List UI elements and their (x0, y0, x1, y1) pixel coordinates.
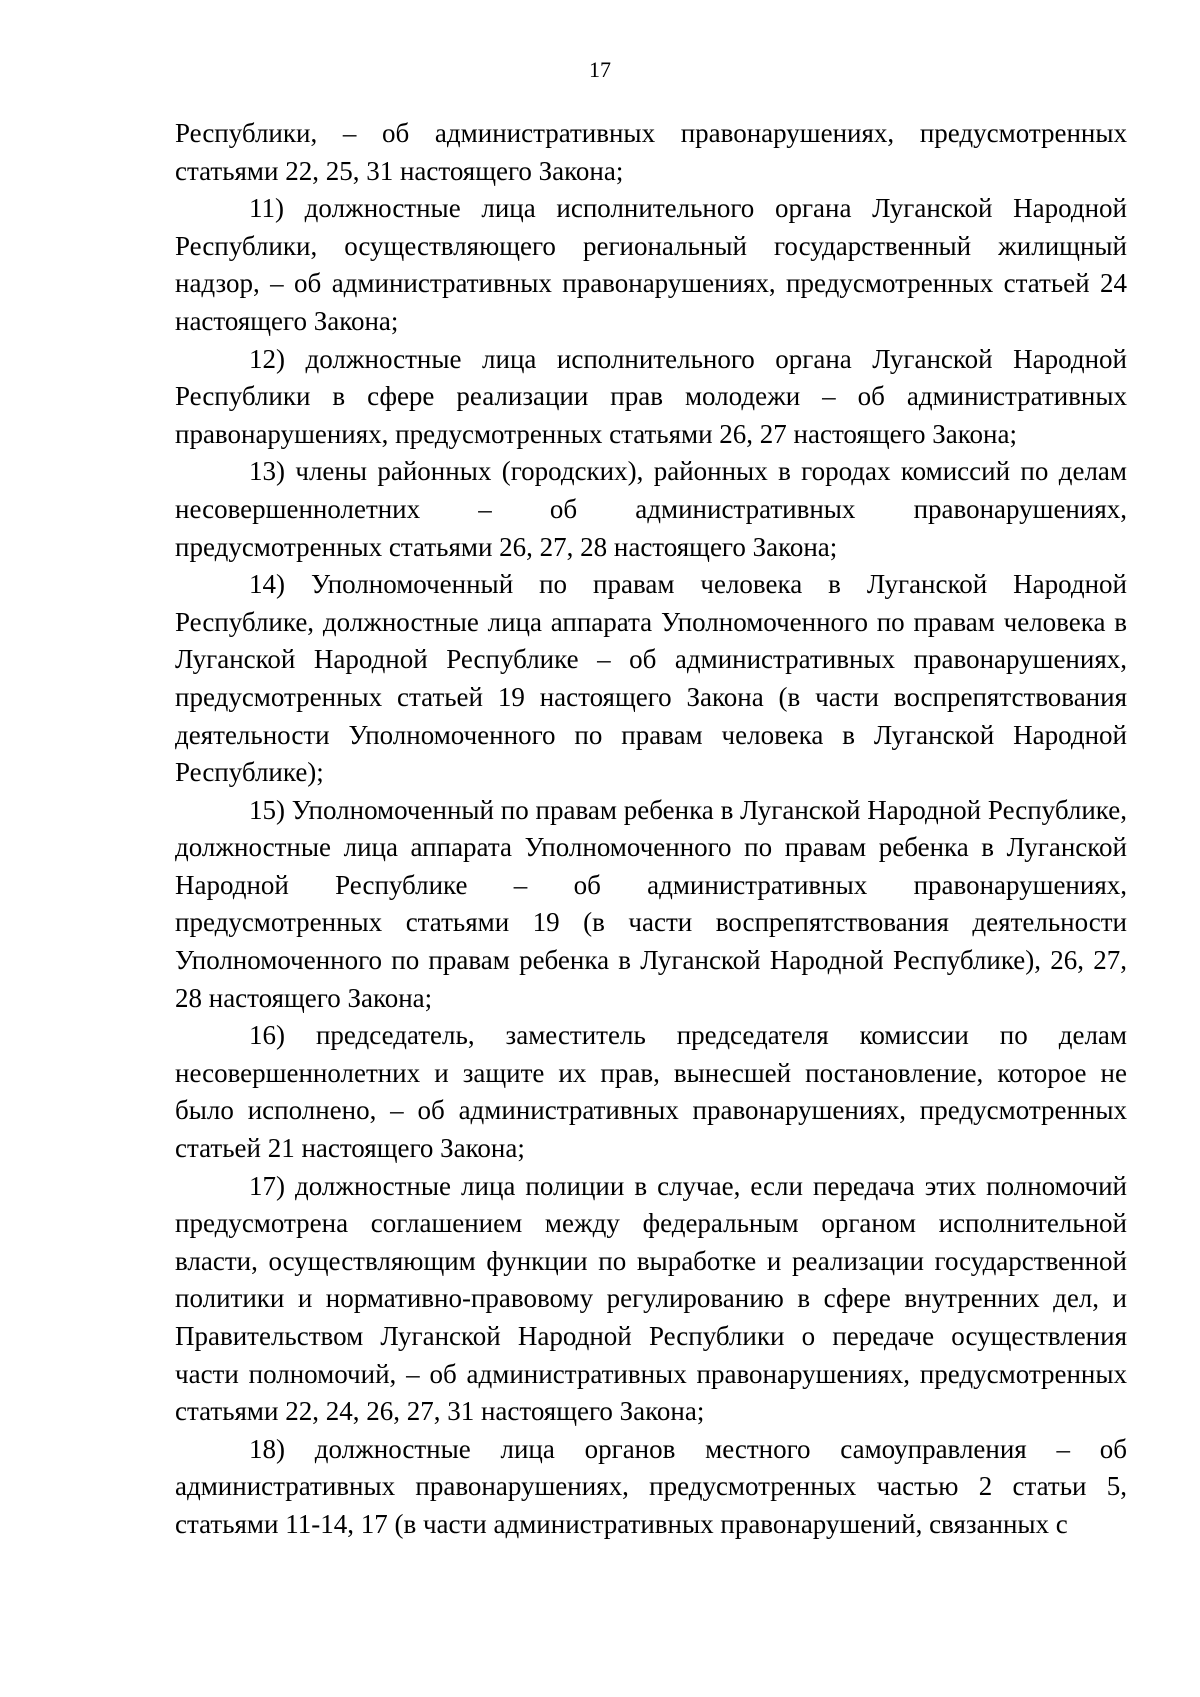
list-item-17: 17) должностные лица полиции в случае, если передача этих полномочий предусмотрена соглашением между федеральным органом исполнительной власти, осуществляющим функции по выработке и реализации государственной политики и нормативно-правовому регулированию в сфере внутренних дел, и Правительством Луганской Народной Республики о передаче осуществления части полномочий, – об административных правонарушениях, предусмотренных статьями 22, 24, 26, 27, 31 настоящего Закона; (175, 1170, 1127, 1427)
list-item-11: 11) должностные лица исполнительного органа Луганской Народной Республики, осуществляющего региональный государственный жилищный надзор, – об административных правонарушениях, предусмотренных статьей 24 настоящего Закона; (175, 193, 1127, 336)
list-item-15: 15) Уполномоченный по правам ребенка в Луганской Народной Республике, должностные лица аппарата Уполномоченного по правам ребенка в Луганской Народной Республике – об административных правонарушениях, предусмотренных статьями 19 (в части воспрепятствования деятельности Уполномоченного по правам ребенка в Луганской Народной Республике), 26, 27, 28 настоящего Закона; (175, 794, 1127, 1013)
list-item-12: 12) должностные лица исполнительного органа Луганской Народной Республики в сфере реализации прав молодежи – об административных правонарушениях, предусмотренных статьями 26, 27 настоящего Закона; (175, 343, 1127, 449)
list-item-13: 13) члены районных (городских), районных в городах комиссий по делам несовершеннолетних – об административных правонарушениях, предусмотренных статьями 26, 27, 28 настоящего Закона; (175, 456, 1127, 562)
paragraph-continuation: Республики, – об административных правонарушениях, предусмотренных статьями 22, 25, 31 настоящего Закона; (175, 118, 1127, 186)
document-body (175, 115, 1127, 1544)
page-number: 17 (589, 57, 611, 82)
list-item-14: 14) Уполномоченный по правам человека в Луганской Народной Республике, должностные лица аппарата Уполномоченного по правам человека в Луганской Народной Республике – об административных правонарушениях, предусмотренных статьей 19 настоящего Закона (в части воспрепятствования деятельности Уполномоченного по правам человека в Луганской Народной Республике); (175, 569, 1127, 788)
list-item-16: 16) председатель, заместитель председателя комиссии по делам несовершеннолетних и защите их прав, вынесшей постановление, которое не было исполнено, – об административных правонарушениях, предусмотренных статьей 21 настоящего Закона; (175, 1020, 1127, 1164)
list-item-18: 18) должностные лица органов местного самоуправления – об административных правонарушениях, предусмотренных частью 2 статьи 5, статьями 11-14, 17 (в части административных правонарушений, связанных с (175, 1433, 1127, 1539)
